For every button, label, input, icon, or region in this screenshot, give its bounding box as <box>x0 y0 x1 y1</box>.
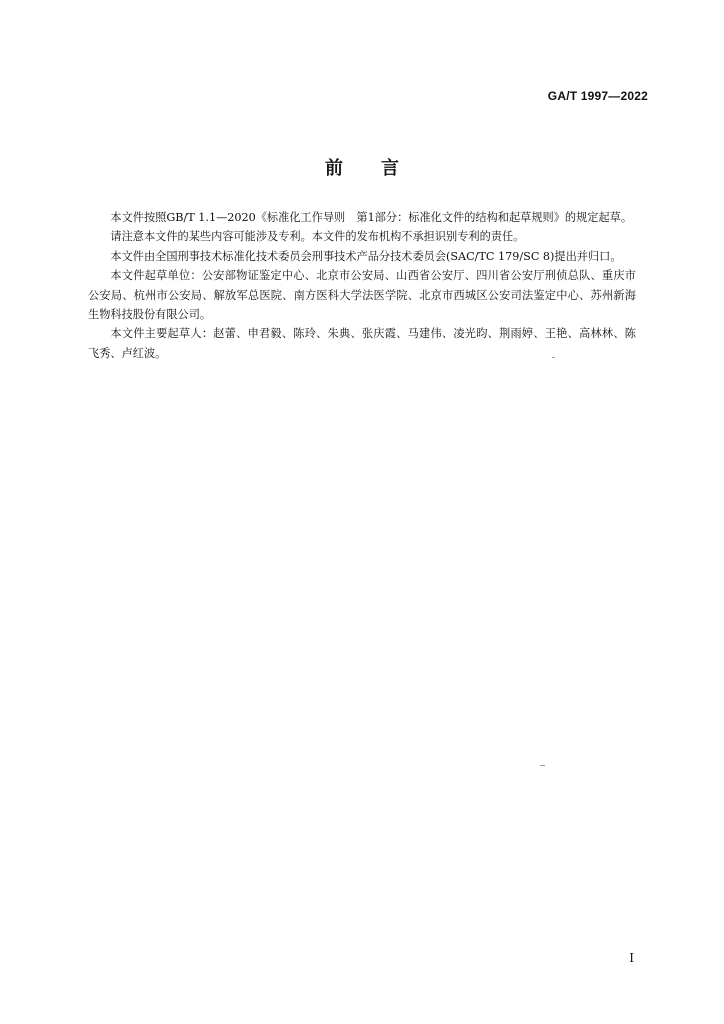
paragraph-proposer: 本文件由全国刑事技术标准化技术委员会刑事技术产品分技术委员会(SAC/TC 179/SC 8)提出并归口。 <box>110 249 622 263</box>
paragraph-drafting-rules: 本文件按照GB/T 1.1—2020《标准化工作导则 第1部分：标准化文件的结构和起草规则》的规定起草。 <box>110 211 633 224</box>
standard-code: GA/T 1997—2022 <box>547 89 648 103</box>
paragraph-drafting-units: 本文件起草单位：公安部物证鉴定中心、北京市公安局、山西省公安厅、四川省公安厅刑侦总队、重庆市公安局、杭州市公安局、解放军总医院、南方医科大学法医学院、北京市西城区公安司法鉴定中心、苏州新海生物科技股份有限公司。 <box>88 269 636 322</box>
page-title: 前言 <box>325 158 437 179</box>
paragraph-patent-notice: 请注意本文件的某些内容可能涉及专利。本文件的发布机构不承担识别专利的责任。 <box>110 230 525 244</box>
page-number: I <box>629 951 634 965</box>
paragraph-drafters: 本文件主要起草人：赵蕾、申君毅、陈玲、朱典、张庆霞、马建伟、凌光昀、荆雨婷、王艳、高林林、陈飞秀、卢红波。 <box>88 327 636 360</box>
scan-speck <box>552 357 555 358</box>
document-body <box>88 208 636 363</box>
scan-speck <box>540 765 545 766</box>
